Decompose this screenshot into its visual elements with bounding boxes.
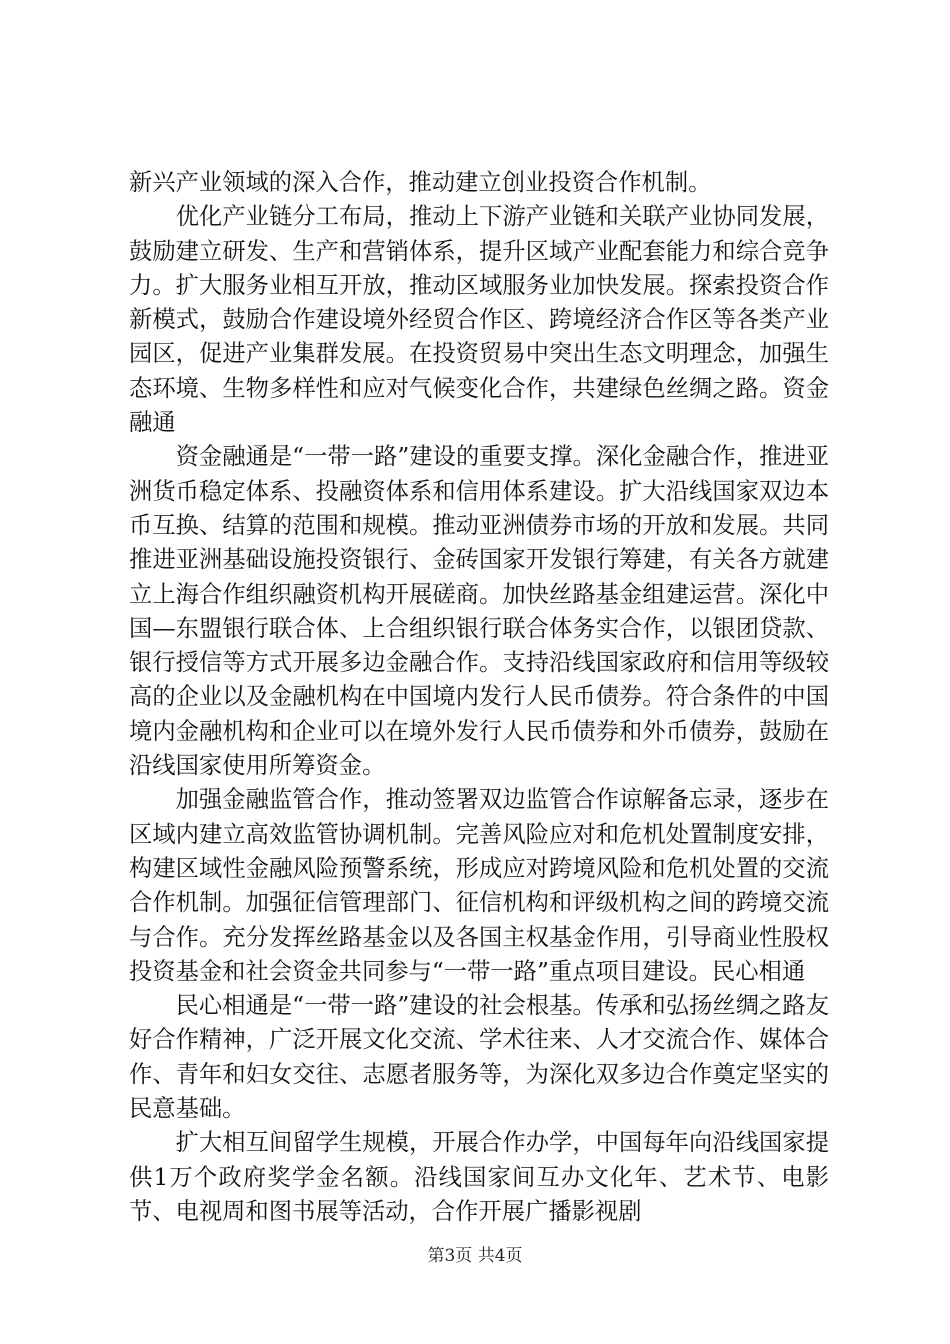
paragraph-4: 加强金融监管合作，推动签署双边监管合作谅解备忘录，逐步在区域内建立高效监管协调机制。完善风险应对和危机处置制度安排，构建区域性金融风险预警系统，形成应对跨境风险和危机处置的交流合作机制。加强征信管理部门、征信机构和评级机构之间的跨境交流与合作。充分发挥丝路基金以及各国主权基金作用，引导商业性股权投资基金和社会资金共同参与“一带一路”重点项目建设。民心相通 [129,786,829,985]
paragraph-6: 扩大相互间留学生规模，开展合作办学，中国每年向沿线国家提供1万个政府奖学金名额。沿线国家间互办文化年、艺术节、电影节、电视周和图书展等活动，合作开展广播影视剧 [129,1129,829,1225]
paragraph-5: 民心相通是“一带一路”建设的社会根基。传承和弘扬丝绸之路友好合作精神，广泛开展文化交流、学术往来、人才交流合作、媒体合作、青年和妇女交往、志愿者服务等，为深化双多边合作奠定坚实的民意基础。 [129,992,829,1123]
paragraph-1: 新兴产业领域的深入合作，推动建立创业投资合作机制。 [129,169,712,196]
page-number-footer: 第3页 共4页 [427,1246,523,1266]
document-body [129,166,829,1229]
paragraph-2: 优化产业链分工布局，推动上下游产业链和关联产业协同发展，鼓励建立研发、生产和营销体系，提升区域产业配套能力和综合竞争力。扩大服务业相互开放，推动区域服务业加快发展。探索投资合作新模式，鼓励合作建设境外经贸合作区、跨境经济合作区等各类产业园区，促进产业集群发展。在投资贸易中突出生态文明理念，加强生态环境、生物多样性和应对气候变化合作，共建绿色丝绸之路。资金融通 [129,203,829,437]
paragraph-3: 资金融通是“一带一路”建设的重要支撑。深化金融合作，推进亚洲货币稳定体系、投融资体系和信用体系建设。扩大沿线国家双边本币互换、结算的范围和规模。推动亚洲债券市场的开放和发展。共同推进亚洲基础设施投资银行、金砖国家开发银行筹建，有关各方就建立上海合作组织融资机构开展磋商。加快丝路基金组建运营。深化中国—东盟银行联合体、上合组织银行联合体务实合作，以银团贷款、银行授信等方式开展多边金融合作。支持沿线国家政府和信用等级较高的企业以及金融机构在中国境内发行人民币债券。符合条件的中国境内金融机构和企业可以在境外发行人民币债券和外币债券，鼓励在沿线国家使用所筹资金。 [129,443,829,780]
